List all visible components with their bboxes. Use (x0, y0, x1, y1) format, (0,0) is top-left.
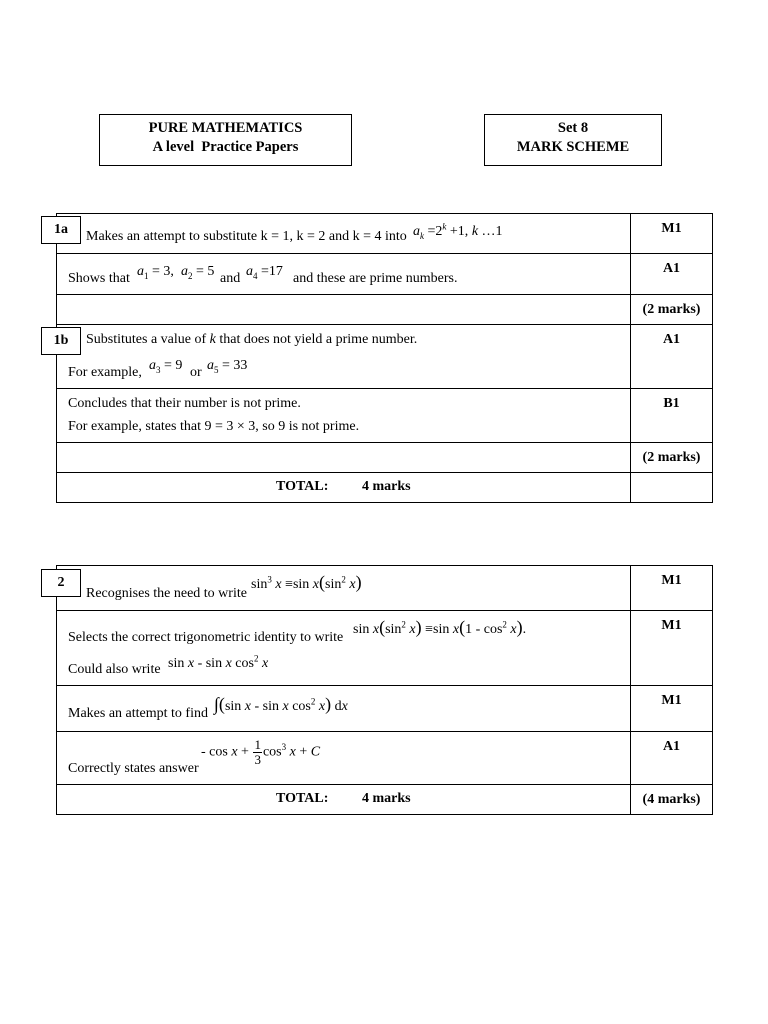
question-label-2: 2 (41, 569, 81, 597)
q2-row-3 (57, 686, 713, 732)
q2-row-2-formula: $\sin x(\sin^2$ x) ≡sin $x(1 - \cos^2 x)$. (353, 617, 527, 637)
q1-row-4-formula-a5: $a_5 = 33$ (207, 358, 248, 375)
q1-row-5-content (57, 389, 631, 443)
paper-title: PURE MATHEMATICS (148, 120, 303, 136)
q1-row-3-content (57, 295, 631, 325)
q2-table (56, 565, 713, 815)
q1-row-1 (57, 214, 713, 254)
q1-row-2 (57, 254, 713, 295)
q2-row-1-content (57, 566, 631, 611)
question-label-1b: 1b (41, 327, 81, 355)
q1-row-4-mark: A1 (631, 325, 713, 389)
q1-row-1-mark: M1 (631, 214, 713, 254)
question-label-1a: 1a (41, 216, 81, 244)
q2-row-2 (57, 611, 713, 686)
q1-row-2-formula-a4: $a_4 =17$ (246, 264, 283, 281)
q1-row-1-text: Makes an attempt to substitute k = 1, k = 2 and k = 4 into (86, 229, 407, 244)
q1-total-row (57, 473, 713, 503)
q2-total-mark: (4 marks) (631, 785, 713, 815)
q1-row-5-text2: For example, states that 9 = 3 × 3, so 9 is not prime. (68, 419, 360, 434)
q1-row-4-or: or (190, 365, 202, 380)
q2-row-1 (57, 566, 713, 611)
q2-row-2-text2: Could also write (68, 662, 161, 677)
q1-row-3-mark: (2 marks) (631, 295, 713, 325)
q2-row-1-text: Recognises the need to write (86, 586, 247, 601)
q1-row-4-content (53, 325, 631, 389)
q2-total-row (57, 785, 713, 815)
q1-row-5-text1: Concludes that their number is not prime. (68, 396, 301, 411)
q1-row-2-prefix: Shows that (68, 271, 130, 286)
q2-row-1-formula: $\sin^3 x \equiv\sin$ $x(\sin^2$ x) (251, 572, 362, 592)
q2-row-3-text: Makes an attempt to find (68, 706, 208, 721)
q1-total-content (57, 473, 631, 503)
q2-total-marks: 4 marks (362, 791, 411, 806)
q2-row-1-mark: M1 (631, 566, 713, 611)
q1-row-2-content (57, 254, 631, 295)
q2-row-4-text: Correctly states answer (68, 761, 199, 776)
q2-row-3-content (57, 686, 631, 732)
title-box (99, 114, 352, 166)
q1-total-marks: 4 marks (362, 479, 411, 494)
q1-table (53, 213, 713, 503)
q1-row-4 (57, 325, 713, 389)
mark-scheme-label: MARK SCHEME (516, 139, 630, 155)
q1-row-2-and: and (220, 271, 241, 286)
q1-row-6 (57, 443, 713, 473)
q2-row-3-mark: M1 (631, 686, 713, 732)
set-box (484, 114, 662, 166)
q1-row-4-example: For example, (68, 365, 142, 380)
q1-row-5 (57, 389, 713, 443)
set-number: Set 8 (557, 120, 589, 136)
q1-row-3 (57, 295, 713, 325)
q2-row-2-formula2: sin x - sin x $\cos^2 x$ (168, 653, 269, 671)
q1-row-5-mark: B1 (631, 389, 713, 443)
q1-row-2-formula-a1: $a_1 = 3$, (137, 264, 174, 281)
q2-total-content (57, 785, 631, 815)
q1-row-2-suffix: and these are prime numbers. (293, 271, 458, 286)
q2-row-2-text: Selects the correct trigonometric identity to write (68, 630, 344, 645)
q2-row-4-content (57, 732, 631, 785)
q2-row-2-mark: M1 (631, 611, 713, 686)
q1-total-label: TOTAL: (276, 479, 329, 494)
q1-total-mark (631, 473, 713, 503)
q2-row-4 (57, 732, 713, 785)
q1-row-6-mark: (2 marks) (631, 443, 713, 473)
q1-row-6-content (57, 443, 631, 473)
q1-row-4-formula-a3: $a_3 = 9$ (149, 358, 183, 375)
q2-total-label: TOTAL: (276, 791, 329, 806)
q1-row-4-text: Substitutes a value of k that does not yield a prime number. (86, 332, 418, 347)
q1-row-2-formula-a2: $a_2 = 5$ (181, 264, 215, 281)
q2-row-4-formula: - cos x + $\frac{1}{3}$ $\cos^3 x + C$ (201, 737, 321, 767)
q2-row-2-content (57, 611, 631, 686)
q1-row-1-content (54, 214, 631, 254)
q2-row-4-mark: A1 (631, 732, 713, 785)
q2-row-3-formula: ∫(sin x - sin x $\cos^2 x$) dx (214, 694, 348, 714)
q1-row-1-formula: $a_k =2^k +1$, k …1 (413, 221, 503, 241)
q1-row-2-mark: A1 (631, 254, 713, 295)
paper-subtitle: A level Practice Papers (152, 139, 299, 155)
